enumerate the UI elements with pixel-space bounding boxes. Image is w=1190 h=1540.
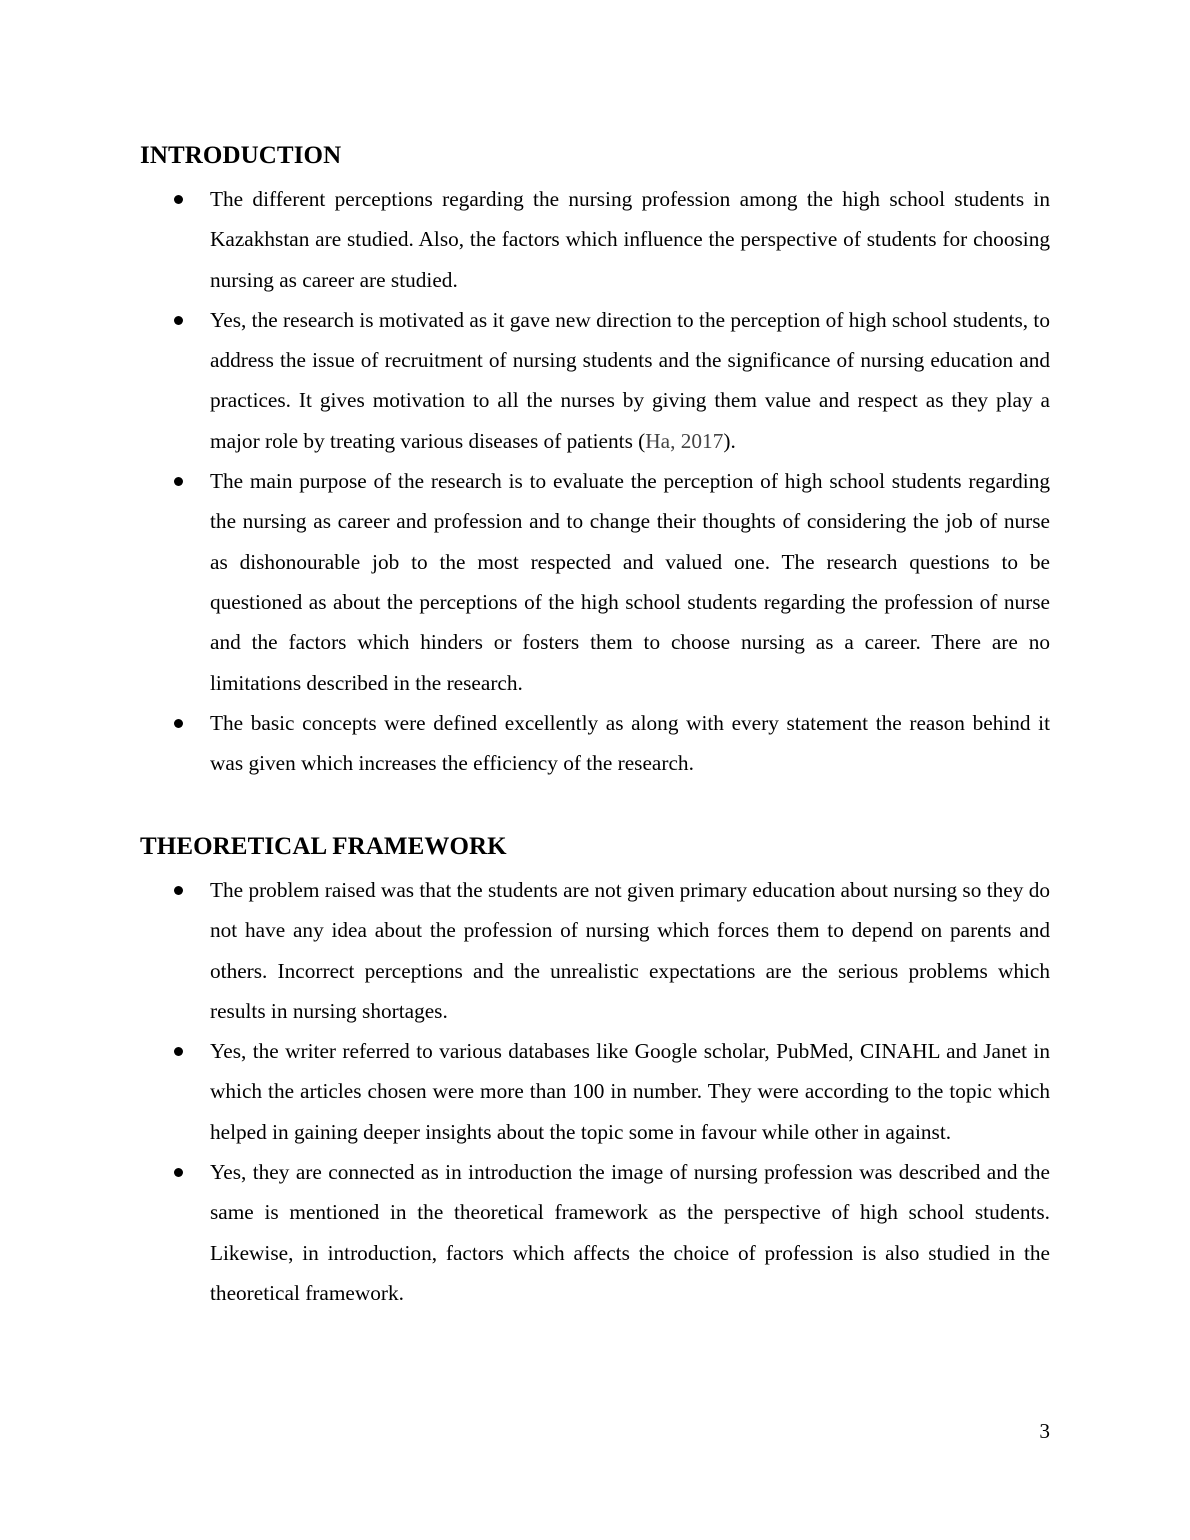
bullet-icon <box>174 477 183 486</box>
bullet-text: Yes, they are connected as in introduction the image of nursing profession was described and the same is mentioned in the theoretical framework as the perspective of high school students. Likewise, in introduction, factors which affects the choice of profession is also studied in the theoretical framework. <box>210 1160 1050 1305</box>
bullet-icon <box>174 719 183 728</box>
bullet-text: The problem raised was that the students are not given primary education about nursing so they do not have any idea about the profession of nursing which forces them to depend on parents and others. Incorrect perceptions and the unrealistic expectations are the serious problems which results in nursing shortages. <box>210 878 1050 1023</box>
list-item <box>140 703 1050 784</box>
list-item <box>140 870 1050 1031</box>
list-item <box>140 300 1050 461</box>
bullet-text: Yes, the research is motivated as it gave new direction to the perception of high school students, to address the issue of recruitment of nursing students and the significance of nursing education and practices. It gives motivation to all the nurses by giving them value and respect as they play a major role by treating various diseases of patients ( <box>210 307 1050 453</box>
bullet-icon <box>174 316 183 325</box>
bullet-text: The different perceptions regarding the nursing profession among the high school students in Kazakhstan are studied. Also, the factors which influence the perspective of students for choosing nursing as career are studied. <box>210 187 1050 292</box>
bullet-text: The basic concepts were defined excellently as along with every statement the reason behind it was given which increases the efficiency of the research. <box>210 710 1050 776</box>
citation-suffix: ). <box>723 428 736 453</box>
bullet-text: Yes, the writer referred to various databases like Google scholar, PubMed, CINAHL and Janet in which the articles chosen were more than 100 in number. They were according to the topic which helped in gaining deeper insights about the topic some in favour while other in against. <box>210 1039 1050 1144</box>
list-item <box>140 1031 1050 1152</box>
list-item <box>140 461 1050 703</box>
introduction-heading: INTRODUCTION <box>140 142 342 169</box>
bullet-icon <box>174 1168 183 1177</box>
bullet-icon <box>174 886 183 895</box>
theoretical-framework-section <box>140 830 1050 1313</box>
bullet-icon <box>174 195 183 204</box>
introduction-bullet-list <box>140 179 1050 783</box>
page-number: 3 <box>1039 1419 1050 1443</box>
bullet-text: The main purpose of the research is to evaluate the perception of high school students regarding the nursing as career and profession and to change their thoughts of considering the job of nurse as dishonourable job to the most respected and valued one. The research questions to be questioned as about the perceptions of the high school students regarding the profession of nurse and the factors which hinders or fosters them to choose nursing as a career. There are no limitations described in the research. <box>210 469 1050 695</box>
list-item <box>140 179 1050 300</box>
theoretical-framework-bullet-list <box>140 870 1050 1313</box>
theoretical-framework-heading: THEORETICAL FRAMEWORK <box>140 833 507 860</box>
citation: Ha, 2017 <box>645 428 724 453</box>
introduction-section <box>140 139 1050 783</box>
bullet-icon <box>174 1047 183 1056</box>
list-item <box>140 1152 1050 1313</box>
